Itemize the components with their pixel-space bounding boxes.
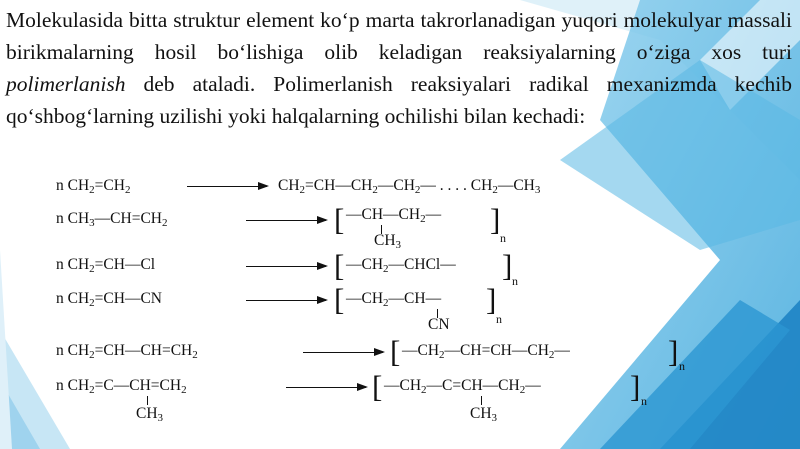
isoprene-reactant-branch-ch3: $CH_3$ <box>136 405 164 424</box>
intro-text-start: Molekulasida bitta struktur element ko‘p marta takrorlanadigan yuqori molekulyar massali birikmalarning hosil bo‘lishiga olib keladigan reaksiyalarning o‘ziga xos turi <box>6 8 792 64</box>
ethylene-reactant: n $CH_2=CH_2$ <box>56 177 131 196</box>
propylene-chain: $—CH—CH_2—$ <box>346 206 442 225</box>
isoprene-product-branch-bond <box>481 396 482 405</box>
acrylonitrile-arrow <box>246 300 326 301</box>
isoprene-chain: $—CH_2—C=CH—CH_2—$ <box>384 377 541 396</box>
isoprene-product-branch-ch3: $CH_3$ <box>470 405 498 424</box>
isoprene-arrow <box>286 387 366 388</box>
propylene-bracket-right: ] <box>490 202 501 237</box>
vinyl-chloride-bracket-right: ] <box>502 248 513 283</box>
vinyl-chloride-bracket-left: [ <box>334 248 345 283</box>
ethylene-product: $CH_2=CH—CH_2—CH_2—$ . . . . $CH_2—CH_3$ <box>278 177 541 196</box>
butadiene-arrow <box>303 352 383 353</box>
intro-text-end: deb ataladi. Polimerlanish reaksiyalari radikal mexanizmda kechib qo‘shbog‘larning uzilishi yoki halqalarning ochilishi bilan kechadi: <box>6 72 792 128</box>
acrylonitrile-bracket-left: [ <box>334 282 345 317</box>
acrylonitrile-branch-cn: CN <box>428 316 450 333</box>
ethylene-arrow <box>187 186 267 187</box>
butadiene-bracket-left: [ <box>390 334 401 369</box>
isoprene-bracket-left: [ <box>372 369 383 404</box>
propylene-reactant: n $CH_3—CH=CH_2$ <box>56 210 168 229</box>
propylene-arrow <box>246 220 326 221</box>
isoprene-bracket-right: ] <box>630 369 641 404</box>
butadiene-bracket-right: ] <box>668 334 679 369</box>
propylene-n: n <box>500 231 506 245</box>
isoprene-reactant: n $CH_2=C—CH=CH_2$ <box>56 377 187 396</box>
acrylonitrile-reactant: n $CH_2=CH—CN$ <box>56 290 162 309</box>
intro-paragraph <box>6 4 792 132</box>
acrylonitrile-bracket-right: ] <box>486 282 497 317</box>
propylene-bracket-left: [ <box>334 202 345 237</box>
acrylonitrile-chain: $—CH_2—CH—$ <box>346 290 442 309</box>
vinyl-chloride-reactant: n $CH_2=CH—Cl$ <box>56 256 156 275</box>
butadiene-reactant: n $CH_2=CH—CH=CH_2$ <box>56 342 198 361</box>
vinyl-chloride-chain: $—CH_2—CHCl—$ <box>346 256 456 275</box>
vinyl-chloride-arrow <box>246 266 326 267</box>
vinyl-chloride-n: n <box>512 274 518 288</box>
isoprene-n: n <box>641 394 647 408</box>
intro-term-italic: polimerlanish <box>6 72 126 96</box>
acrylonitrile-n: n <box>496 312 502 326</box>
isoprene-reactant-branch-bond <box>147 396 148 405</box>
propylene-branch-ch3: $CH_3$ <box>374 232 402 251</box>
butadiene-n: n <box>679 359 685 373</box>
butadiene-chain: $—CH_2—CH=CH—CH_2—$ <box>402 342 570 361</box>
